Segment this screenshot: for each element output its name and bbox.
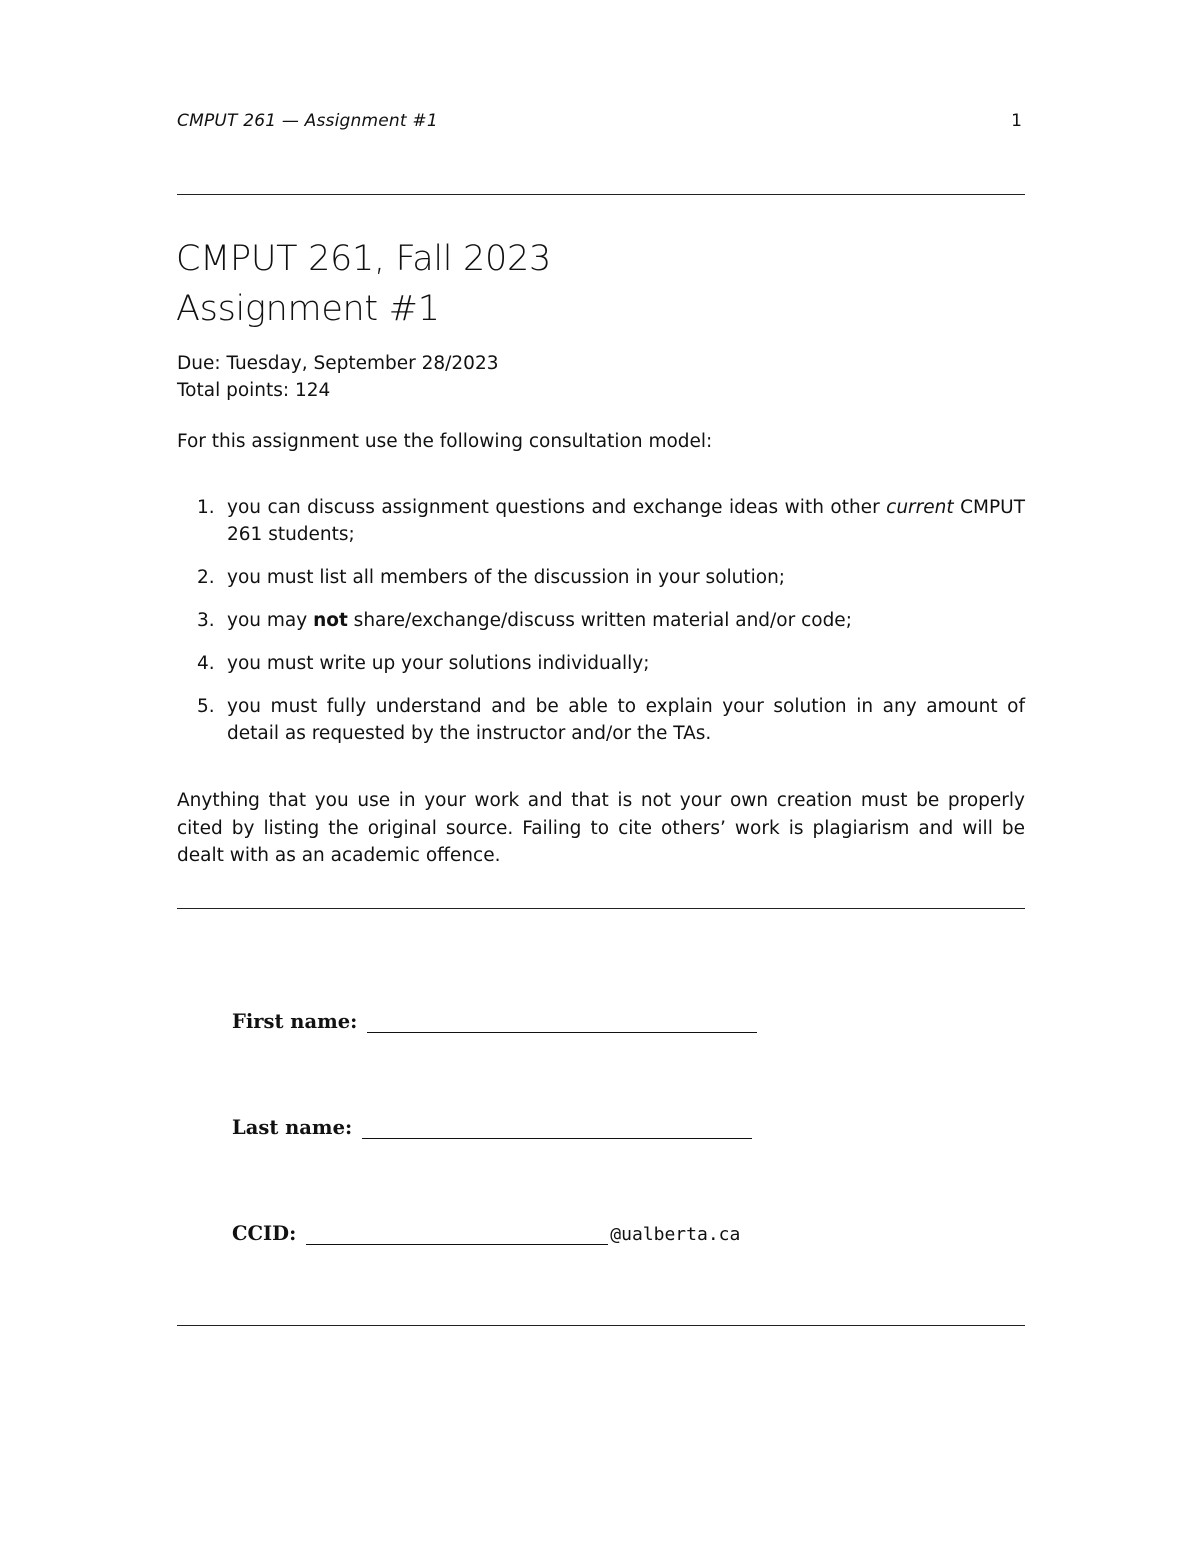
consultation-rules-list	[177, 494, 1025, 763]
last-name-label: Last name:	[232, 1116, 353, 1139]
last-name-field	[232, 1116, 752, 1139]
list-item: 3. you may not share/exchange/discuss written material and/or code;	[177, 607, 1025, 634]
emphasis-current: current	[886, 497, 954, 518]
first-name-field	[232, 1010, 757, 1033]
list-item: 2. you must list all members of the discussion in your solution;	[177, 564, 1025, 591]
ccid-blank[interactable]	[306, 1224, 608, 1245]
list-number: 4.	[197, 653, 215, 674]
list-number: 5.	[197, 696, 215, 717]
ccid-label: CCID:	[232, 1222, 297, 1245]
emphasis-not: not	[313, 610, 348, 631]
list-number: 1.	[197, 497, 215, 518]
title-assignment: Assignment #1	[176, 289, 440, 329]
last-name-blank[interactable]	[362, 1118, 752, 1139]
first-name-label: First name:	[232, 1010, 358, 1033]
ccid-domain-suffix: @ualberta.ca	[610, 1224, 741, 1245]
page-number: 1	[1011, 111, 1022, 131]
document-title	[176, 234, 551, 334]
due-date: Due: Tuesday, September 28/2023	[177, 353, 499, 374]
middle-rule	[177, 908, 1025, 909]
assignment-meta	[177, 350, 498, 404]
list-item: 4. you must write up your solutions individually;	[177, 650, 1025, 677]
running-header: CMPUT 261 — Assignment #1	[177, 111, 438, 131]
list-number: 3.	[197, 610, 215, 631]
title-course: CMPUT 261, Fall 2023	[176, 239, 551, 279]
first-name-blank[interactable]	[367, 1012, 757, 1033]
list-item: 1. you can discuss assignment questions and exchange ideas with other current CMPUT 261 students;	[177, 494, 1025, 548]
list-item: 5. you must fully understand and be able to explain your solution in any amount of detail as requested by the instructor and/or the TAs.	[177, 693, 1025, 747]
plagiarism-notice: Anything that you use in your work and that is not your own creation must be properly cited by listing the original source. Failing to cite others’ work is plagiarism and will be dealt with as an academic offence.	[177, 790, 1025, 866]
top-rule	[177, 194, 1025, 195]
ccid-field	[232, 1222, 740, 1245]
bottom-rule	[177, 1325, 1025, 1326]
consultation-intro: For this assignment use the following consultation model:	[177, 431, 713, 452]
total-points: Total points: 124	[177, 380, 331, 401]
list-number: 2.	[197, 567, 215, 588]
